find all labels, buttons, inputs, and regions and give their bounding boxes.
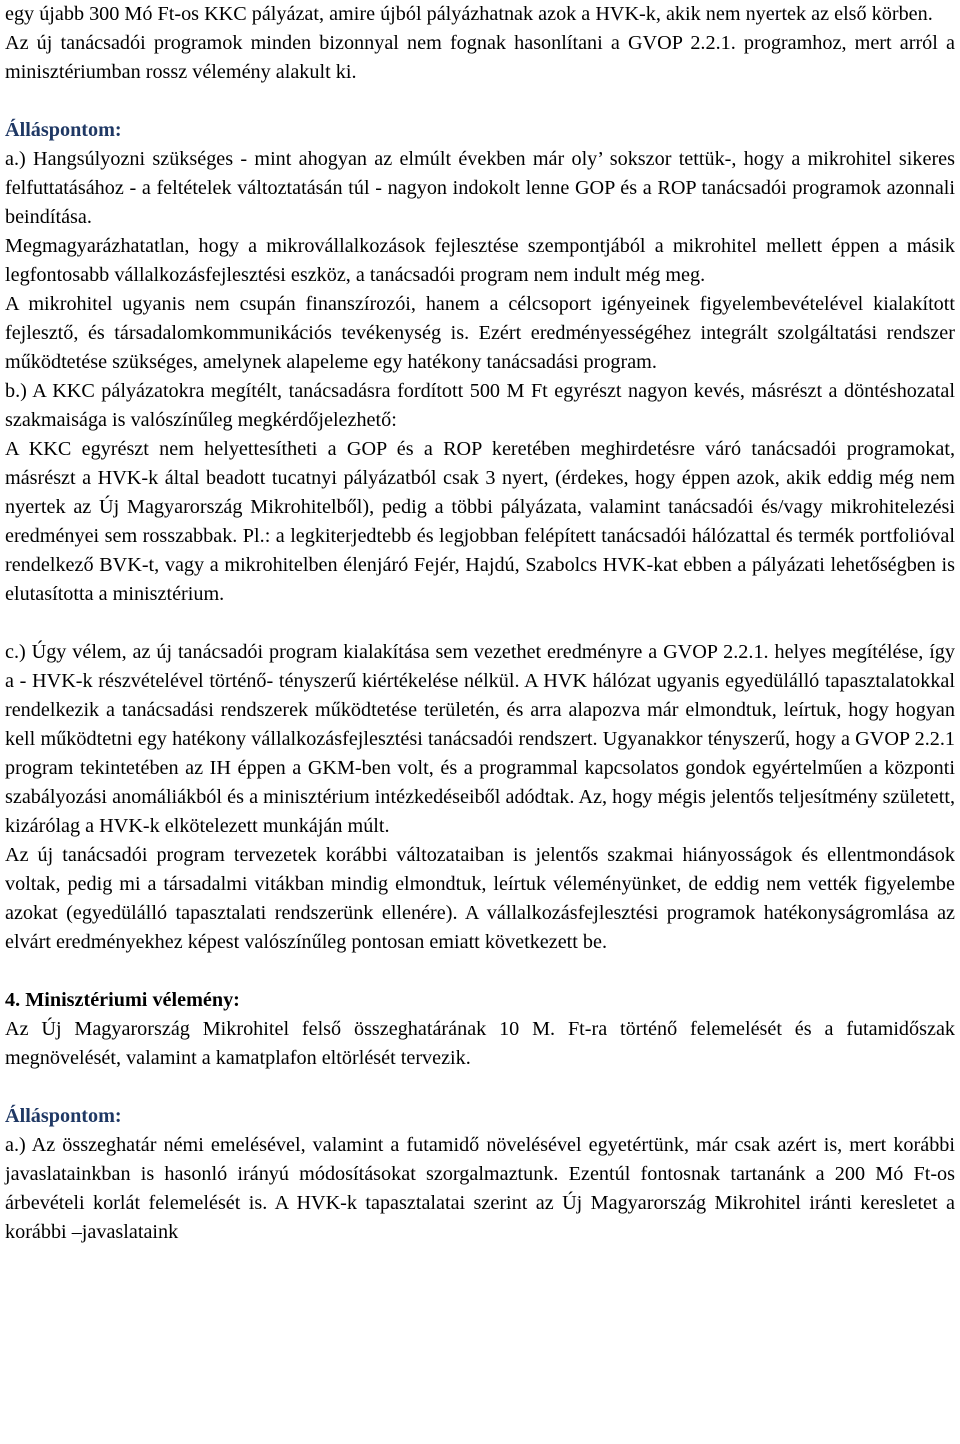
intro-paragraph-2: Az új tanácsadói programok minden bizonnyal nem fognak hasonlítani a GVOP 2.2.1. programhoz, mert arról a minisztériumban rossz vélemény alakult ki.: [5, 32, 955, 83]
intro-paragraph: egy újabb 300 Mó Ft-os KKC pályázat, amire újból pályázhatnak azok a HVK-k, akik nem nyertek az első körben.: [5, 3, 933, 25]
section-b-paragraph-2: A KKC egyrészt nem helyettesítheti a GOP és a ROP keretében meghirdetésre váró tanácsadói programokat, másrészt a HVK-k által beadott tucatnyi pályázatból csak 3 nyert, (érdekes, hogy éppen azok, akik eddig még nem nyertek az Új Magyarország Mikrohitelből), pedig a többi pályázata, valamint tanácsadói és/vagy mikrohitelezési eredményei sem rosszabbak. Pl.: a legkiterjedtebb és legjobban felépített tanácsadói hálózattal és termék portfolióval rendelkező BVK-t, vagy a mikrohitelben élenjáró Fejér, Hajdú, Szabolcs HVK-kat ebben a pályázati lehetőségben is elutasította a minisztérium.: [5, 438, 955, 605]
position-heading-1: Álláspontom:: [5, 119, 122, 141]
section-a-paragraph-2: Megmagyarázhatatlan, hogy a mikrovállalkozások fejlesztése szempontjából a mikrohitel mellett éppen a másik legfontosabb vállalkozásfejlesztési eszköz, a tanácsadói program nem indult még meg.: [5, 235, 955, 286]
ministry-text: Az Új Magyarország Mikrohitel felső összeghatárának 10 M. Ft-ra történő felemelését és a futamidőszak megnövelését, valamint a kamatplafon eltörlését tervezik.: [5, 1018, 955, 1069]
section-c-paragraph-2: Az új tanácsadói program tervezetek korábbi változataiban is jelentős szakmai hiányosságok és ellentmondások voltak, pedig mi a társadalmi vitákban mindig elmondtuk, leírtuk véleményünket, de eddig nem vették figyelembe azokat (egyedülálló tapasztalati rendszerünk ellenére). A vállalkozásfejlesztési programok hatékonyságromlása az elvárt eredményekhez képest valószínűleg pontosan emiatt következett be.: [5, 844, 955, 953]
section-b-paragraph-1: b.) A KKC pályázatokra megítélt, tanácsadásra fordított 500 M Ft egyrészt nagyon kevés, másrészt a döntéshozatal szakmaisága is valószínűleg megkérdőjelezhető:: [5, 380, 955, 431]
section-final-paragraph: a.) Az összeghatár némi emelésével, valamint a futamidő növelésével egyetértünk, már csak azért is, mert korábbi javaslatainkban is hasonló irányú módosításokat szorgalmaztunk. Ezentúl fontosnak tartanánk a 200 Mó Ft-os árbevételi korlát felemelését is. A HVK-k tapasztalatai szerint az Új Magyarország Mikrohitel iránti keresletet a korábbi –javaslataink: [5, 1134, 955, 1243]
document-page: [5, 0, 955, 1247]
section-c-paragraph-1: c.) Úgy vélem, az új tanácsadói program kialakítása sem vezethet eredményre a GVOP 2.2.1. helyes megítélése, így a - HVK-k részvételével történő- tényszerű kiértékelése nélkül. A HVK hálózat ugyanis egyedülálló tapasztalatokkal rendelkezik a tanácsadási rendszerek működtetése területén, és arra alapozva már elmondtuk, leírtuk, hogy hogyan kell működtetni egy hatékony vállalkozásfejlesztési tanácsadói rendszert. Ugyanakkor tényszerű, hogy a GVOP 2.2.1 program tekintetében az IH éppen a GKM-ben volt, és a programmal kapcsolatos gondok egyértelműen a központi szabályozási anomáliákból és a minisztérium intézkedéseiből adódtak. Az, hogy mégis jelentős teljesítmény született, kizárólag a HVK-k elkötelezett munkáján múlt.: [5, 641, 955, 837]
section-a-paragraph-1: a.) Hangsúlyozni szükséges - mint ahogyan az elmúlt években már oly’ sokszor tettük-, hogy a mikrohitel sikeres felfuttatásához - a feltételek változtatásán túl - nagyon indokolt lenne GOP és a ROP tanácsadói programok azonnali beindítása.: [5, 148, 955, 228]
position-heading-2: Álláspontom:: [5, 1105, 122, 1127]
section-a-paragraph-3: A mikrohitel ugyanis nem csupán finanszírozói, hanem a célcsoport igényeinek figyelembevételével kialakított fejlesztő, és társadalomkommunikációs tevékenység is. Ezért eredményességéhez integrált szolgáltatási rendszer működtetése szükséges, amelynek alapeleme egy hatékony tanácsadási program.: [5, 293, 955, 373]
ministry-heading: 4. Minisztériumi vélemény:: [5, 989, 240, 1011]
